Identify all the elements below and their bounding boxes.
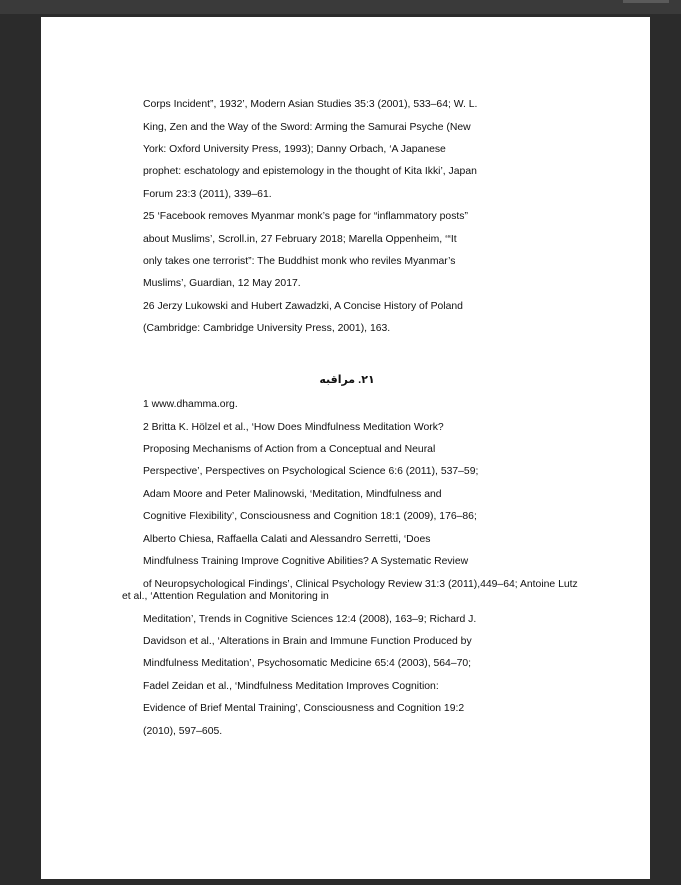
viewer-tab-indicator	[623, 0, 669, 3]
text-line: Proposing Mechanisms of Action from a Conceptual and Neural	[143, 444, 436, 455]
text-line: Meditation’, Trends in Cognitive Sciences 12:4 (2008), 163–9; Richard J.	[143, 614, 477, 625]
text-line: (Cambridge: Cambridge University Press, 2001), 163.	[143, 323, 391, 334]
text-line: only takes one terrorist”: The Buddhist monk who reviles Myanmar’s	[143, 256, 456, 267]
text-line: of Neuropsychological Findings’, Clinical Psychology Review 31:3 (2011),449–64; Antoine Lutz	[143, 579, 578, 590]
text-line: Evidence of Brief Mental Training’, Consciousness and Cognition 19:2	[143, 703, 465, 714]
text-line: King, Zen and the Way of the Sword: Arming the Samurai Psyche (New	[143, 122, 471, 133]
text-line: Alberto Chiesa, Raffaella Calati and Alessandro Serretti, ‘Does	[143, 534, 431, 545]
text-line: Cognitive Flexibility’, Consciousness and Cognition 18:1 (2009), 176–86;	[143, 511, 477, 522]
text-line: et al., ‘Attention Regulation and Monitoring in	[122, 591, 329, 602]
text-line: (2010), 597–605.	[143, 726, 223, 737]
text-line: York: Oxford University Press, 1993); Danny Orbach, ‘A Japanese	[143, 144, 446, 155]
text-line: prophet: eschatology and epistemology in the thought of Kita Ikki’, Japan	[143, 166, 477, 177]
text-line: 25 ‘Facebook removes Myanmar monk’s page for “inflammatory posts”	[143, 211, 468, 222]
text-line: 2 Britta K. Hölzel et al., ‘How Does Mindfulness Meditation Work?	[143, 422, 444, 433]
text-line: Fadel Zeidan et al., ‘Mindfulness Meditation Improves Cognition:	[143, 681, 439, 692]
text-line: Mindfulness Training Improve Cognitive Abilities? A Systematic Review	[143, 556, 469, 567]
text-line: Davidson et al., ‘Alterations in Brain and Immune Function Produced by	[143, 636, 472, 647]
text-line: Perspective’, Perspectives on Psychological Science 6:6 (2011), 537–59;	[143, 466, 479, 477]
document-page	[41, 17, 650, 879]
text-line: Forum 23:3 (2011), 339–61.	[143, 189, 272, 200]
text-line: Adam Moore and Peter Malinowski, ‘Meditation, Mindfulness and	[143, 489, 442, 500]
text-line: 1 www.dhamma.org.	[143, 399, 238, 410]
text-line: about Muslims’, Scroll.in, 27 February 2018; Marella Oppenheim, ‘“It	[143, 234, 457, 245]
section-heading: ۲۱. مراقبه	[319, 374, 375, 386]
text-line: Corps Incident”, 1932’, Modern Asian Studies 35:3 (2001), 533–64; W. L.	[143, 99, 478, 110]
viewer-top-bar	[0, 0, 681, 14]
text-line: Mindfulness Meditation’, Psychosomatic Medicine 65:4 (2003), 564–70;	[143, 658, 472, 669]
text-line: 26 Jerzy Lukowski and Hubert Zawadzki, A Concise History of Poland	[143, 301, 463, 312]
text-line: Muslims’, Guardian, 12 May 2017.	[143, 278, 301, 289]
